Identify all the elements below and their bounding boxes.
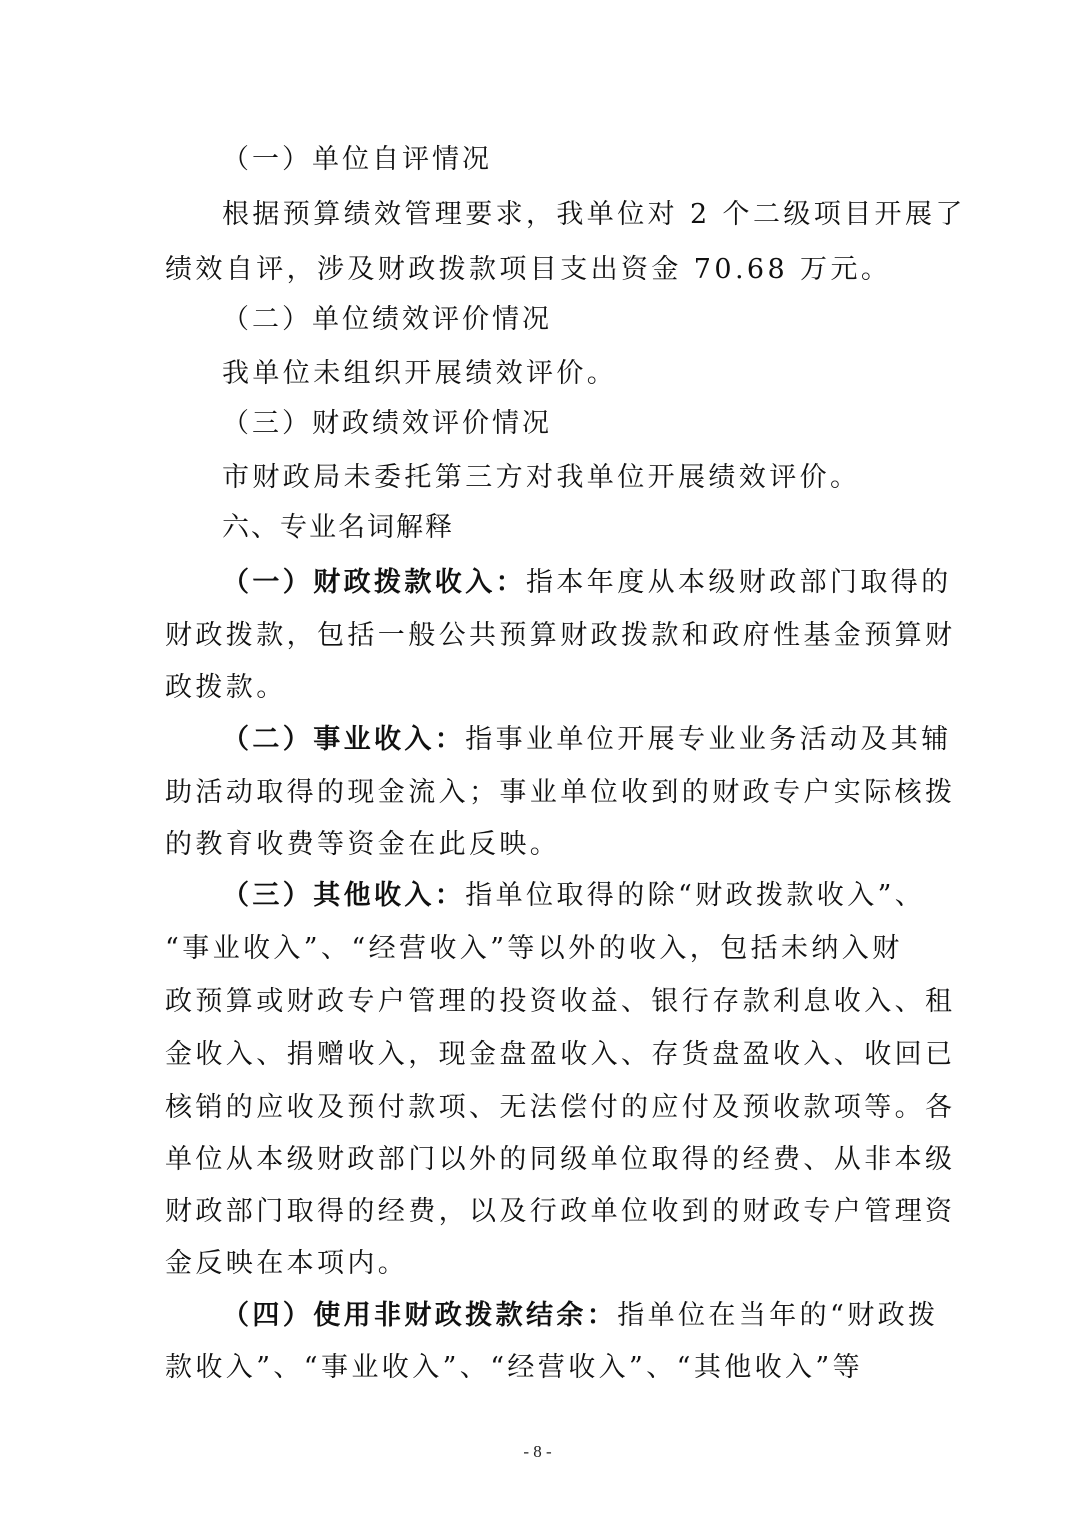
term-definition: 指本年度从本级财政部门取得的 — [526, 567, 952, 598]
paragraph-line: 我单位未组织开展绩效评价。 — [222, 358, 618, 389]
paragraph-line: 金收入、捐赠收入，现金盘盈收入、存货盘盈收入、收回已 — [165, 1039, 956, 1070]
paragraph-line: 款收入”、“事业收入”、“经营收入”、“其他收入”等 — [165, 1352, 864, 1383]
paragraph-line: 单位从本级财政部门以外的同级单位取得的经费、从非本级 — [165, 1144, 956, 1175]
paragraph-line: 政拨款。 — [165, 672, 287, 703]
definition-business-income — [222, 722, 972, 758]
paragraph-line: 财政部门取得的经费，以及行政单位收到的财政专户管理资 — [165, 1196, 956, 1227]
paragraph-line: 根据预算绩效管理要求，我单位对 2 个二级项目开展了 — [222, 199, 966, 230]
term-label: （三）其他收入： — [222, 880, 466, 911]
term-definition: 指单位在当年的“财政拨 — [617, 1300, 939, 1331]
term-label: （二）事业收入： — [222, 724, 466, 755]
paragraph-line: 市财政局未委托第三方对我单位开展绩效评价。 — [222, 462, 861, 493]
paragraph-line: 金反映在本项内。 — [165, 1248, 409, 1279]
definition-non-fiscal-surplus — [222, 1298, 972, 1334]
term-definition: 指单位取得的除“财政拨款收入”、 — [465, 880, 926, 911]
paragraph-line: 绩效自评，涉及财政拨款项目支出资金 70.68 万元。 — [165, 254, 892, 285]
section-heading-glossary: 六、专业名词解释 — [222, 512, 454, 543]
subheading-self-evaluation: （一）单位自评情况 — [222, 144, 492, 175]
paragraph-line: 财政拨款，包括一般公共预算财政拨款和政府性基金预算财 — [165, 620, 956, 651]
page-number: - 8 - — [523, 1442, 552, 1461]
term-label: （一）财政拨款收入： — [222, 567, 526, 598]
paragraph-line: “事业收入”、“经营收入”等以外的收入，包括未纳入财 — [165, 933, 903, 964]
subheading-finance-evaluation: （三）财政绩效评价情况 — [222, 408, 552, 439]
definition-other-income — [222, 878, 972, 914]
paragraph-line: 政预算或财政专户管理的投资收益、银行存款利息收入、租 — [165, 986, 956, 1017]
term-definition: 指事业单位开展专业业务活动及其辅 — [465, 724, 952, 755]
subheading-unit-evaluation: （二）单位绩效评价情况 — [222, 304, 552, 335]
paragraph-line: 核销的应收及预付款项、无法偿付的应付及预收款项等。各 — [165, 1092, 956, 1123]
term-label: （四）使用非财政拨款结余： — [222, 1300, 618, 1331]
definition-fiscal-appropriation — [222, 565, 972, 601]
paragraph-line: 的教育收费等资金在此反映。 — [165, 829, 561, 860]
paragraph-line: 助活动取得的现金流入；事业单位收到的财政专户实际核拨 — [165, 777, 956, 808]
